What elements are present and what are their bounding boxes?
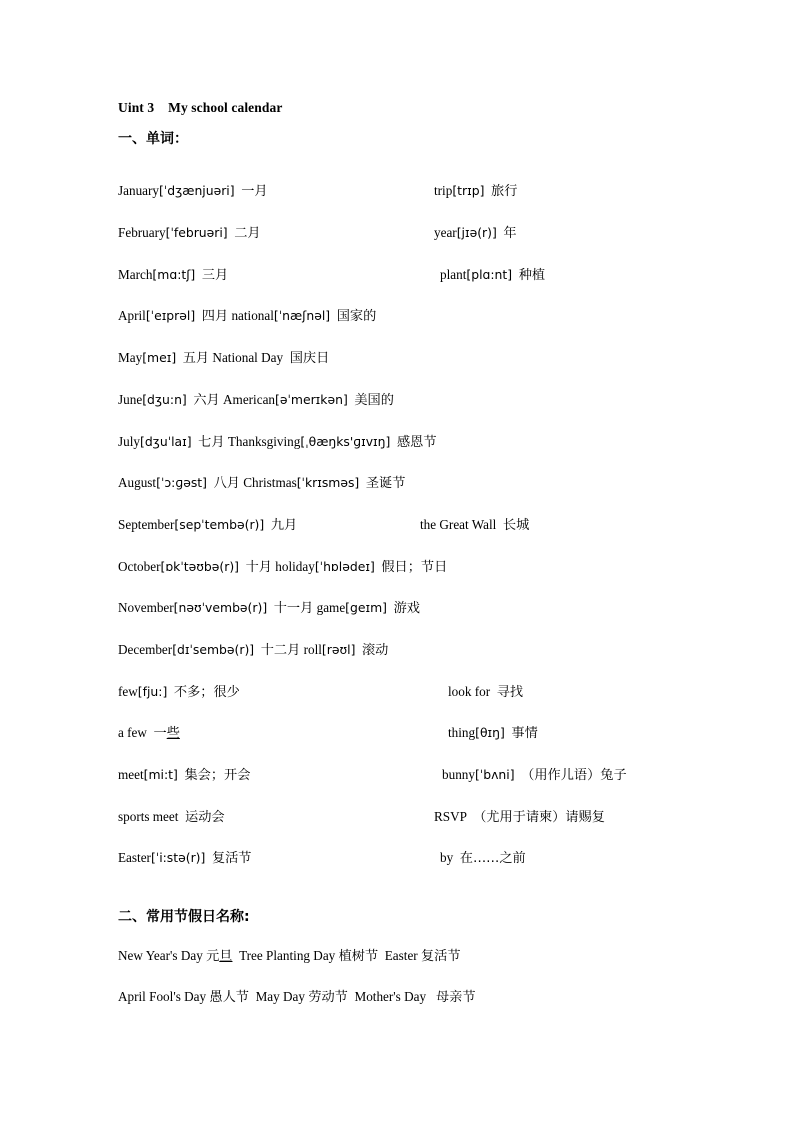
left-term-meaning: 运动会 xyxy=(185,809,225,825)
vocabulary-row xyxy=(118,587,688,629)
vocabulary-entry-right xyxy=(228,434,437,449)
vocabulary-entry-left xyxy=(118,421,437,464)
vocabulary-row xyxy=(118,337,688,379)
left-term-meaning: 七月 xyxy=(198,434,225,450)
vocabulary-row xyxy=(118,629,688,671)
right-term-ipa: [θɪŋ] xyxy=(475,725,505,741)
right-term-meaning: 国庆日 xyxy=(289,351,330,367)
vocabulary-entry-left xyxy=(118,796,225,839)
left-term-ipa: [ˈfebruəri] xyxy=(165,225,228,241)
right-term-word: national xyxy=(231,308,274,324)
left-term-meaning: 八月 xyxy=(213,476,240,492)
right-term-ipa: [ˈhɒlədeɪ] xyxy=(314,558,375,574)
right-term-ipa: [ˈnæʃnəl] xyxy=(273,308,331,324)
left-term-ipa: [ɒkˈtəʊbə(r)] xyxy=(160,558,239,574)
vocabulary-row xyxy=(118,546,688,588)
vocabulary-entry-right xyxy=(434,170,517,213)
vocabulary-row xyxy=(118,421,688,463)
document-body xyxy=(118,100,688,1018)
vocabulary-entry-left xyxy=(118,337,329,380)
left-term-meaning: 六月 xyxy=(193,392,220,408)
vocabulary-entry-right xyxy=(223,392,394,407)
holiday-name-cn: 元旦 xyxy=(206,948,233,964)
right-term-meaning: （尤用于请柬）请赐复 xyxy=(473,809,605,825)
left-term-ipa: [dɪˈsembə(r)] xyxy=(172,641,255,657)
right-term-ipa: [ˈbʌni] xyxy=(474,767,515,782)
vocabulary-row xyxy=(118,379,688,421)
vocabulary-row xyxy=(118,712,688,754)
vocabulary-entry-right xyxy=(231,308,376,323)
left-term-word: April xyxy=(118,308,146,324)
left-term-word: May xyxy=(118,350,143,366)
left-term-meaning: 二月 xyxy=(234,226,261,242)
vocabulary-row xyxy=(118,295,688,337)
left-term-ipa: [mɑ:tʃ] xyxy=(152,266,196,282)
page-title: Uint 3 My school calendar xyxy=(118,100,283,115)
right-term-word: National Day xyxy=(212,350,284,366)
right-term-word: the Great Wall xyxy=(420,516,497,532)
left-term-ipa: [fju:] xyxy=(137,683,168,699)
right-term-ipa: [ˌθæŋks'ɡɪvɪŋ] xyxy=(300,433,391,449)
vocabulary-row xyxy=(118,796,688,838)
vocabulary-entry-right xyxy=(212,350,329,365)
vocabulary-entry-left xyxy=(118,212,261,255)
right-term-ipa: [jɪə(r)] xyxy=(456,225,497,241)
vocabulary-entry-right xyxy=(440,837,526,880)
vocabulary-entry-right xyxy=(442,754,627,797)
right-term-word: RSVP xyxy=(434,808,467,824)
left-term-word: Easter xyxy=(118,850,151,866)
right-term-meaning: 旅行 xyxy=(491,184,518,200)
right-term-meaning: 感恩节 xyxy=(396,434,437,450)
right-term-meaning: 游戏 xyxy=(393,601,420,617)
right-term-word: roll xyxy=(303,641,322,657)
left-term-word: June xyxy=(118,391,143,407)
right-term-meaning: 美国的 xyxy=(354,392,394,408)
left-term-ipa: [dʒuˈlaɪ] xyxy=(139,433,192,449)
right-term-ipa: [ˈkrɪsməs] xyxy=(296,475,360,491)
left-term-ipa: [sepˈtembə(r)] xyxy=(174,516,265,532)
right-term-word: American xyxy=(223,391,276,407)
vocabulary-entry-right xyxy=(275,559,447,574)
left-term-meaning: 十月 xyxy=(245,559,272,575)
right-term-word: game xyxy=(316,600,346,616)
vocabulary-entry-right xyxy=(448,671,523,714)
vocabulary-row xyxy=(118,254,688,296)
left-term-word: few xyxy=(118,683,138,699)
vocabulary-row xyxy=(118,462,688,504)
vocabulary-entry-left xyxy=(118,254,228,297)
holiday-row: New Year's Day 元旦 Tree Planting Day 植树节 Easter 复活节 xyxy=(118,947,461,964)
left-term-meaning: 十一月 xyxy=(273,601,314,617)
right-term-ipa: [plɑ:nt] xyxy=(466,266,513,282)
right-term-meaning: 在……之前 xyxy=(459,851,526,867)
left-term-ipa: [ˈdʒænjuəri] xyxy=(159,183,235,199)
right-term-meaning: 年 xyxy=(503,226,517,242)
right-term-meaning: 事情 xyxy=(511,726,538,742)
section-heading-holidays: 二、常用节假日名称: xyxy=(118,909,250,926)
left-term-meaning: 一些 xyxy=(153,726,180,742)
right-term-meaning: 长城 xyxy=(502,517,530,533)
holiday-name-cn: 母亲节 xyxy=(435,990,476,1006)
vocabulary-row xyxy=(118,754,688,796)
right-term-ipa: [əˈmerɪkən] xyxy=(275,391,348,407)
vocabulary-entry-left xyxy=(118,629,388,672)
left-term-ipa: [ˈi:stə(r)] xyxy=(150,850,206,866)
left-term-word: August xyxy=(118,475,157,491)
holiday-name-cn: 复活节 xyxy=(420,948,461,964)
holiday-row: April Fool's Day 愚人节 May Day 劳动节 Mother's Day 母亲节 xyxy=(118,989,476,1006)
vocabulary-entry-left xyxy=(118,837,252,880)
vocabulary-entry-right xyxy=(434,796,605,839)
left-term-meaning: 三月 xyxy=(201,267,229,283)
left-term-ipa: [ˈeɪprəl] xyxy=(145,308,196,324)
left-term-ipa: [ˈɔ:ɡəst] xyxy=(156,475,207,491)
vocabulary-row xyxy=(118,671,688,713)
left-term-word: December xyxy=(118,641,173,657)
left-term-ipa: [nəʊˈvembə(r)] xyxy=(173,600,268,616)
vocabulary-entry-right xyxy=(440,254,545,297)
right-term-word: thing xyxy=(448,725,476,741)
holiday-section xyxy=(118,909,688,1018)
right-term-meaning: 国家的 xyxy=(336,309,377,325)
vocabulary-list xyxy=(118,170,688,879)
right-term-word: by xyxy=(440,850,454,866)
left-term-meaning: 复活节 xyxy=(211,851,252,867)
holiday-name-cn: 愚人节 xyxy=(209,990,249,1006)
left-term-meaning: 九月 xyxy=(270,517,298,533)
left-term-ipa: [meɪ] xyxy=(142,350,177,366)
right-term-word: trip xyxy=(434,183,453,199)
left-term-meaning: 十二月 xyxy=(260,642,301,658)
vocabulary-entry-left xyxy=(118,170,268,213)
vocabulary-entry-left xyxy=(118,462,405,505)
right-term-meaning: 假日；节日 xyxy=(381,559,448,575)
vocabulary-entry-right xyxy=(448,712,538,755)
left-term-word: sports meet xyxy=(118,808,179,824)
left-term-word: meet xyxy=(118,767,144,782)
left-term-meaning: 集会；开会 xyxy=(184,768,251,783)
holiday-list xyxy=(118,935,688,1018)
vocabulary-row xyxy=(118,212,688,254)
left-term-word: November xyxy=(118,600,174,616)
right-term-meaning: 种植 xyxy=(518,267,546,283)
vocabulary-entry-left xyxy=(118,712,180,755)
left-term-meaning: 不多；很少 xyxy=(173,684,240,700)
right-term-meaning: 寻找 xyxy=(496,684,524,700)
vocabulary-entry-left xyxy=(118,671,240,714)
left-term-word: January xyxy=(118,183,160,199)
vocabulary-row xyxy=(118,504,688,546)
right-term-word: plant xyxy=(440,266,467,282)
vocabulary-entry-left xyxy=(118,546,447,589)
left-term-word: July xyxy=(118,433,140,449)
vocabulary-row xyxy=(118,837,688,879)
left-term-word: September xyxy=(118,516,175,532)
right-term-word: bunny xyxy=(442,767,475,782)
vocabulary-entry-left xyxy=(118,379,394,422)
left-term-word: a few xyxy=(118,725,147,741)
holiday-name-cn: 劳动节 xyxy=(308,990,348,1006)
holiday-name-cn: 植树节 xyxy=(338,948,379,964)
vocabulary-entry-left xyxy=(118,504,297,547)
vocabulary-row xyxy=(118,170,688,212)
left-term-word: October xyxy=(118,558,161,574)
section-heading-vocabulary: 一、单词： xyxy=(118,130,188,147)
right-term-word: Christmas xyxy=(243,475,297,491)
vocabulary-entry-left xyxy=(118,587,420,630)
vocabulary-entry-right xyxy=(420,504,529,547)
right-term-word: look for xyxy=(448,683,491,699)
right-term-ipa: [trɪp] xyxy=(452,183,485,199)
left-term-word: March xyxy=(118,266,153,282)
left-term-meaning: 一月 xyxy=(241,184,268,200)
right-term-meaning: 圣诞节 xyxy=(365,476,406,492)
left-term-meaning: 四月 xyxy=(201,309,229,325)
vocabulary-entry-right xyxy=(243,475,405,490)
right-term-word: year xyxy=(434,225,457,241)
left-term-ipa: [dʒu:n] xyxy=(142,391,187,407)
vocabulary-entry-right xyxy=(317,600,420,615)
right-term-ipa: [rəʊl] xyxy=(321,641,356,657)
left-term-ipa: [mi:t] xyxy=(143,767,178,782)
right-term-meaning: （用作儿语）兔子 xyxy=(521,768,627,783)
vocabulary-entry-left xyxy=(118,295,376,338)
vocabulary-entry-left xyxy=(118,754,250,797)
vocabulary-entry-right xyxy=(304,642,389,657)
right-term-word: holiday xyxy=(275,558,315,574)
left-term-word: February xyxy=(118,225,166,241)
right-term-word: Thanksgiving xyxy=(227,433,301,449)
right-term-ipa: [geɪm] xyxy=(345,600,388,616)
vocabulary-entry-right xyxy=(434,212,517,255)
right-term-meaning: 滚动 xyxy=(362,642,389,658)
left-term-meaning: 五月 xyxy=(182,351,210,367)
